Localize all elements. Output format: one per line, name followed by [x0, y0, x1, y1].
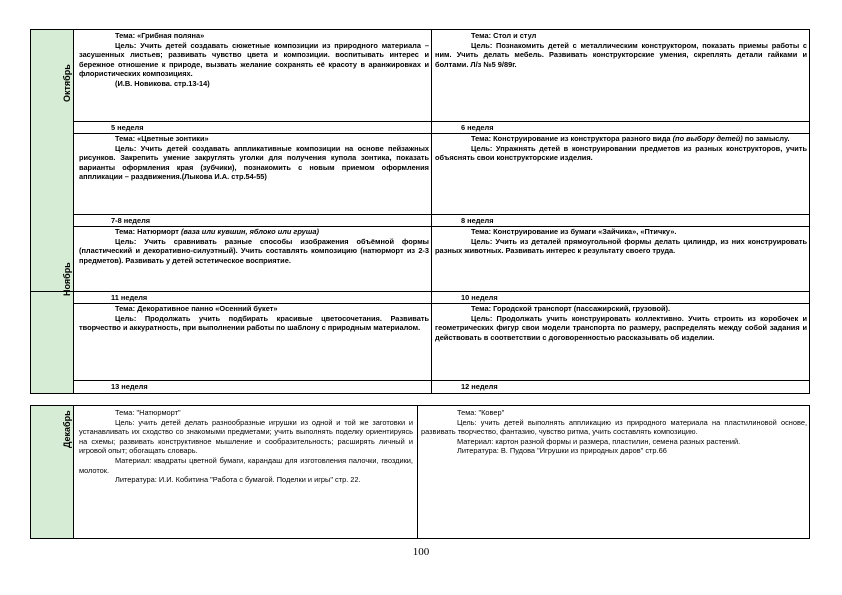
page-number: 100 [412, 546, 430, 558]
month-label-november: Ноябрь [62, 262, 72, 296]
schedule-table-top [30, 29, 810, 394]
lesson-cell-right-2: Тема: Конструирование из конструктора разного вида (по выбору детей) по замыслу. Цель: Упражнять детей в конструировании предметов из разных конструкторов, учить объяснять свои конструкторские изделия. [435, 134, 807, 163]
week-label-left-7-8: 7-8 неделя [111, 216, 151, 225]
week-label-left-11: 11 неделя [111, 293, 148, 302]
lesson-cell-left-5: Тема: "Натюрморт" Цель: учить детей делать разнообразные игрушки из одной и той же заготовки и устанавливать их сходство со знакомыми предметами; учить выполнять поделку ориентируясь на схемы; развивать конструктивное мышление и сообразительность; расширять личный и игровой опыт; обогащать словарь. Материал: квадраты цветной бумаги, карандаш для изготовления палочки, гвоздики, молоток. Литература: И.И. Кобитина "Работа с бумагой. Поделки и игры" стр. 22. [79, 408, 413, 485]
week-label-right-12: 12 неделя [461, 382, 498, 391]
month-label-december: Декабрь [62, 410, 72, 448]
lesson-cell-left-1: Тема: «Грибная поляна» Цель: Учить детей создавать сюжетные композиции из природного материала – засушенных листьев; развивать чувство цвета и композиции. воспитывать интерес и бережное отношение к природе, вызвать желание сохранять её красоту в аранжировках и флористических композициях. (И.В. Новикова. стр.13-14) [79, 31, 429, 88]
lesson-cell-right-1: Тема: Стол и стул Цель: Познакомить детей с металлическим конструктором, показать приемы работы с ним. Учить делать мебель. Развивать конструкторские умения, скреплять детали гайками и болтами. Л/з №5 9/89г. [435, 31, 807, 69]
week-label-right-8: 8 неделя [461, 216, 494, 225]
lesson-cell-right-4: Тема: Городской транспорт (пассажирский, грузовой). Цель: Продолжать учить конструировать коллективно. Учить строить из коробочек и геометрических фигур свои модели транспорта по размеру, распределять между собой задания и действовать в соответствии с договоренностью рассказывать об изделии. [435, 304, 807, 342]
lesson-cell-left-4: Тема: Декоративное панно «Осенний букет» Цель: Продолжать учить подбирать красивые цветосочетания. Развивать творчество и аккуратность, при выполнении работы по шаблону с природным материалом. [79, 304, 429, 333]
week-label-left-5: 5 неделя [111, 123, 144, 132]
week-label-right-6: 6 неделя [461, 123, 494, 132]
week-label-left-13: 13 неделя [111, 382, 148, 391]
lesson-cell-left-3: Тема: Натюрморт (ваза или кувшин, яблоко или груша) Цель: Учить сравнивать разные способы изображения объёмной формы (пластический и декоративно-силуэтный). Учить составлять композицию (натюрморт из 2-3 предметов). Развивать у детей эстетическое восприятие. [79, 227, 429, 265]
lesson-cell-right-5: Тема: "Ковер" Цель: учить детей выполнять аппликацию из природного материала на пластилиновой основе, развивать творчество, фантазию, чувство ритма, учить составлять композицию. Материал: картон разной формы и размера, пластилин, семена разных растений. Литература: В. Пудова "Игрушки из природных даров" стр.66 [421, 408, 807, 456]
week-label-right-10: 10 неделя [461, 293, 498, 302]
lesson-cell-right-3: Тема: Конструирование из бумаги «Зайчика», «Птичку». Цель: Учить из деталей прямоугольной формы делать цилиндр, из них конструировать разных животных. Развивать интерес к результату своего труда. [435, 227, 807, 256]
schedule-table-bottom [30, 405, 810, 539]
month-label-october: Октябрь [62, 64, 72, 102]
lesson-cell-left-2: Тема: «Цветные зонтики» Цель: Учить детей создавать аппликативные композиции на основе пейзажных рисунков. Закрепить умение закруглять уголки для получения купола зонтика, показать варианты оформления края (зубчики), познакомить с новым приемом оформления аппликации – раздвижения.(Лыкова И.А. стр.54-55) [79, 134, 429, 182]
